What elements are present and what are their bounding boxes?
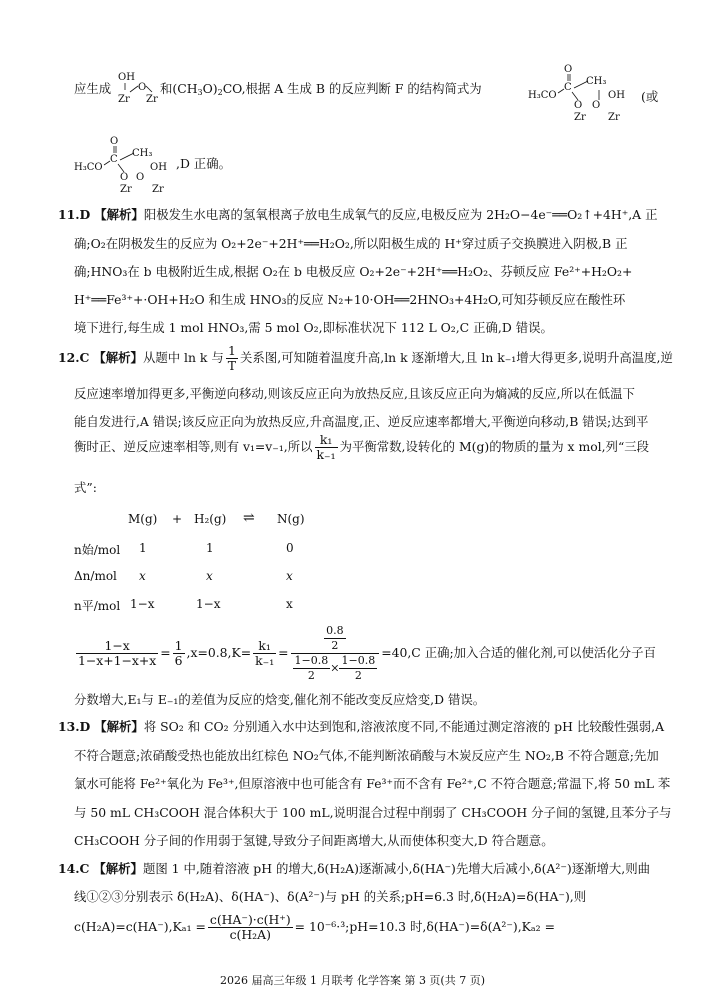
q13-line-4: 与 50 mL CH₃COOH 混合体积大于 100 mL,说明混合过程中削弱了 CH₃COOH 分子间的氢键,且苯分子与: [74, 805, 672, 820]
equilibrium-arrow-icon: ⇌: [243, 510, 255, 526]
q12-line-3: 能自发进行,A 错误;该反应正向为放热反应,升高温度,正、逆反应速率都增大,平衡逆向移动,B 错误;达到平: [74, 414, 649, 429]
q11-line-1: [58, 205, 657, 223]
q14-line-1: [58, 859, 650, 877]
cell: 1: [139, 541, 147, 555]
cell: x: [139, 569, 146, 583]
question-number: 13.D: [58, 719, 91, 734]
chem-oh: OH: [118, 72, 135, 83]
times-sign: ×: [330, 661, 340, 675]
chem-ch3: CH₃: [586, 76, 607, 87]
chem-o-top: O: [110, 136, 119, 147]
text-span: 题图 1 中,随着溶液 pH 的增大,δ(H₂A)逐渐减小,δ(HA⁻)先增大后减小,δ(A²⁻)逐渐增大,则曲: [142, 861, 651, 876]
numerator: 1−0.8: [341, 654, 376, 667]
numerator: 1−0.8: [294, 654, 329, 667]
denominator: c(H₂A): [229, 927, 271, 942]
q12-line-4: [74, 433, 649, 462]
q13-line-3: 氯水可能将 Fe²⁺氧化为 Fe³⁺,但原溶液中也可能含有 Fe³⁺而不含有 Fe²⁺,C 不符合题意;常温下,将 50 mL 苯: [74, 776, 671, 791]
chem-zr-left: Zr: [574, 112, 586, 122]
chem-zr-left: Zr: [120, 184, 132, 194]
row-label-equilibrium: n平/mol: [74, 599, 121, 613]
q13-line-1: [58, 717, 664, 735]
q12-line-1: [58, 344, 673, 373]
fraction-k-value: [291, 624, 380, 683]
q14-line-2: 线①②③分别表示 δ(H₂A)、δ(HA⁻)、δ(A²⁻)与 pH 的关系;pH=6.3 时,δ(H₂A)=δ(HA⁻),则: [74, 889, 587, 904]
cell: x: [206, 569, 213, 583]
fragment-or: [641, 87, 658, 105]
cell: x: [286, 597, 293, 611]
text-span: CO,根据 A 生成 B 的反应判断 F 的结构简式为: [222, 81, 482, 96]
cell: 1−x: [196, 597, 221, 611]
fraction-one-sixth: [173, 639, 185, 668]
text-span: 关系图,可知随着温度升高,ln k 逐渐增大,且 ln k₋₁增大得更多,说明升高温度,逆: [240, 350, 673, 365]
chem-c: C: [110, 154, 118, 165]
chem-o-top: O: [564, 64, 573, 75]
eq-plus: +: [172, 512, 183, 526]
chem-zr-2: Zr: [146, 94, 158, 105]
denominator: 6: [174, 653, 183, 668]
numerator: 1: [226, 344, 238, 359]
chem-ch3: CH₃: [132, 148, 153, 159]
structure-f-alt: [74, 134, 189, 194]
text-span: 将 SO₂ 和 CO₂ 分别通入水中达到饱和,溶液浓度不同,不能通过测定溶液的 pH 比较酸性强弱,A: [143, 719, 665, 734]
numerator: 1: [174, 638, 183, 653]
denominator: k₋₁: [316, 447, 336, 462]
chem-o-bridge: O: [592, 100, 601, 111]
question-number: 14.C: [58, 861, 90, 876]
fraction-k-ratio: [315, 433, 338, 462]
analysis-tag: 【解析】: [93, 350, 143, 365]
question-number: 12.C: [58, 350, 90, 365]
q12-line-7: 分数增大,E₁与 E₋₁的差值为反应的焓变,催化剂不能改变反应焓变,D 错误。: [74, 692, 486, 707]
chem-o-left: O: [574, 100, 583, 111]
denominator: 2: [331, 639, 339, 652]
row-label-initial: n始/mol: [74, 543, 121, 557]
fraction-ka1: [208, 913, 293, 942]
q12-calc-line: [74, 624, 656, 683]
chem-o-left: O: [120, 172, 129, 183]
subscript: 3: [197, 88, 203, 97]
q13-line-5: CH₃COOH 分子间的作用弱于氢键,导致分子间距离增大,从而使体积变大,D 符合题意。: [74, 833, 554, 848]
text-span: O): [202, 81, 218, 96]
fraction-ratio: [76, 639, 158, 668]
analysis-tag: 【解析】: [94, 719, 144, 734]
analysis-tag: 【解析】: [94, 207, 144, 222]
chem-oh-right: OH: [150, 162, 167, 173]
chem-h3co: H₃CO: [74, 162, 103, 173]
q13-line-2: 不符合题意;浓硝酸受热也能放出红棕色 NO₂气体,不能判断浓硝酸与木炭反应产生 NO₂,B 不符合题意;先加: [74, 748, 659, 763]
page-footer: 2026 届高三年级 1 月联考 化学答案 第 3 页(共 7 页): [219, 974, 486, 987]
text-span: ,D 正确。: [176, 156, 231, 171]
structure-f: [528, 62, 643, 122]
text-span: 阳极发生水电离的氢氧根离子放电生成氧气的反应,电极反应为 2H₂O−4e⁻══O₂↑+4H⁺,A 正: [143, 207, 658, 222]
chem-c: C: [564, 82, 572, 93]
text-span: = 10⁻⁶·³;pH=10.3 时,δ(HA⁻)=δ(A²⁻),Kₐ₂ =: [294, 919, 555, 934]
chem-o-bridge: O: [136, 172, 145, 183]
denominator: k₋₁: [255, 653, 275, 668]
cell: x: [286, 569, 293, 583]
text-span: =40,C 正确;加入合适的催化剂,可以使活化分子百: [381, 645, 656, 660]
q14-line-3: [74, 913, 555, 942]
fraction-1-over-t: [226, 344, 238, 373]
numerator-group: [291, 624, 380, 654]
denominator: 2: [307, 669, 315, 682]
denominator: 1−x+1−x+x: [78, 653, 157, 668]
q11-line-5: 境下进行,每生成 1 mol HNO₃,需 5 mol O₂,即标准状况下 112 L O₂,C 正确,D 错误。: [74, 320, 553, 335]
numerator: 0.8: [326, 624, 344, 637]
eq-species-n: N(g): [277, 512, 305, 526]
chem-zr-right: Zr: [152, 184, 164, 194]
numerator: k₁: [315, 433, 338, 448]
text-span: =: [278, 645, 289, 660]
q12-line-5: 式”:: [74, 480, 97, 495]
cell: 1: [206, 541, 214, 555]
numerator: k₁: [253, 639, 276, 654]
text-span: 为平衡常数,设转化的 M(g)的物质的量为 x mol,列“三段: [339, 439, 650, 454]
analysis-tag: 【解析】: [93, 861, 143, 876]
cell: 1−x: [130, 597, 155, 611]
denominator-group: [291, 654, 380, 683]
denominator: 2: [354, 669, 362, 682]
question-number: 11.D: [58, 207, 91, 222]
cell: 0: [286, 541, 294, 555]
q11-line-3: 确;HNO₃在 b 电极附近生成,根据 O₂在 b 电极反应 O₂+2e⁻+2H⁺══H₂O₂、芬顿反应 Fe²⁺+H₂O₂+: [74, 264, 633, 279]
text-span: (或: [641, 89, 659, 104]
fragment-line-1b: 和(CH3O)2CO,根据 A 生成 B 的反应判断 F 的结构简式为: [160, 81, 482, 97]
text-span: 从题中 ln k 与: [142, 350, 224, 365]
eq-species-m: M(g): [128, 512, 158, 526]
q12-line-2: 反应速率增加得更多,平衡逆向移动,则该反应正向为放热反应,且该反应正向为熵减的反应,所以在低温下: [74, 386, 635, 401]
row-label-change: Δn/mol: [74, 569, 117, 583]
q11-line-4: H⁺══Fe³⁺+·OH+H₂O 和生成 HNO₃的反应 N₂+10·OH══2HNO₃+4H₂O,可知芬顿反应在酸性环: [74, 292, 626, 307]
chem-h3co: H₃CO: [528, 90, 557, 101]
fragment-line-2: [176, 154, 231, 172]
q11-line-2: 确;O₂在阴极发生的反应为 O₂+2e⁻+2H⁺══H₂O₂,所以阳极生成的 H⁺穿过质子交换膜进入阴极,B 正: [74, 236, 628, 251]
text-span: 和(CH: [160, 81, 198, 96]
numerator: 1−x: [76, 639, 158, 654]
text-span: ,x=0.8,K=: [186, 645, 252, 660]
denominator: T: [227, 358, 237, 373]
text-span: 应生成: [74, 81, 112, 96]
text-span: c(H₂A)=c(HA⁻),Kₐ₁ =: [74, 919, 206, 934]
text-span: 衡时正、逆反应速率相等,则有 v₁=v₋₁,所以: [74, 439, 313, 454]
eq-species-h2: H₂(g): [194, 512, 227, 526]
text-span: =: [160, 645, 171, 660]
numerator: c(HA⁻)·c(H⁺): [209, 912, 291, 927]
chem-oh-right: OH: [608, 90, 625, 101]
chem-zr-right: Zr: [608, 112, 620, 122]
fraction-k: [253, 639, 276, 668]
fragment-line-1: [74, 79, 111, 97]
chem-zr-1: Zr: [118, 94, 130, 105]
chem-o: O: [138, 82, 147, 93]
